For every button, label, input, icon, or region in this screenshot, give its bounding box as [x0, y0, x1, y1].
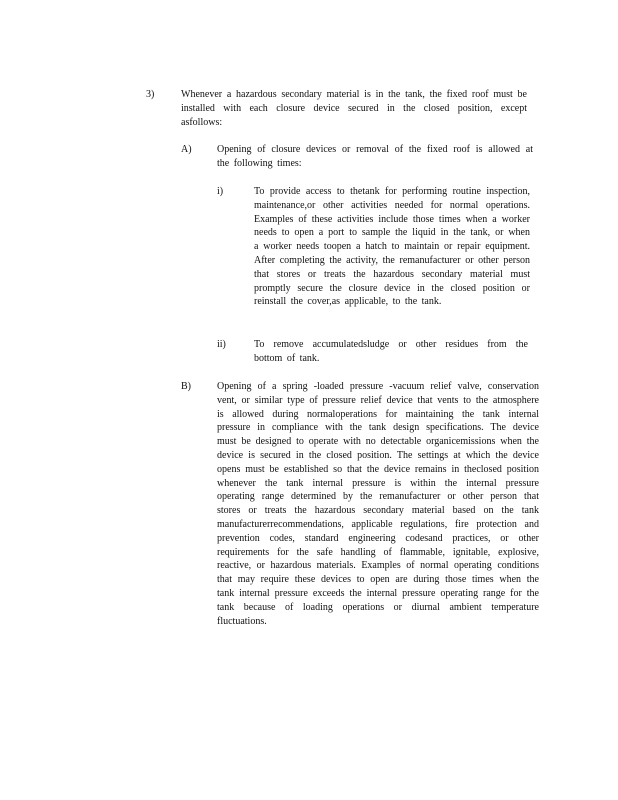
paragraph-text: Whenever a hazardous secondary material is in the tank, the fixed roof must be installed with each closure device secured in the closed position, except asfollows: — [181, 89, 527, 128]
clause-label: i) — [217, 186, 224, 197]
subparagraph-label: B) — [181, 381, 191, 392]
subparagraph-text: Opening of a spring -loaded pressure -vacuum relief valve, conservation vent, or similar type of pressure relief device that vents to the atmosphere is allowed during normaloperations for maintaining the tank internal pressure in compliance with the tank design specifications. The device must be designed to operate with no detectable organicemissions when the device is secured in the closed position. The settings at which the device opens must be established so that the device remains in theclosed position whenever the tank internal pressure is within the internal pressure operating range determined by the remanufacturer or other person that stores or treats the hazardous secondary material based on the tank manufacturerrecommendations, applicable regulations, fire protection and prevention codes, standard engineering codesand practices, or other requirements for the safe handling of flammable, ignitable, explosive, reactive, or hazardous materials. Examples of normal operating conditions that may require these devices to open are during those times when the tank internal pressure exceeds the internal pressure operating range for the tank because of loading operations or diurnal ambient temperature fluctuations. — [217, 381, 539, 627]
subparagraph-label: A) — [181, 144, 192, 155]
clause-text: To provide access to thetank for performing routine inspection, maintenance,or other activities needed for normal operations. Examples of these activities include those times when a worker needs to open a port to sample the liquid in the tank, or when a worker needs toopen a hatch to maintain or repair equipment. After completing the activity, the remanufacturer or other person that stores or treats the hazardous secondary material must promptly secure the closure device in the closed position or reinstall the cover,as applicable, to the tank. — [254, 186, 530, 308]
clause-label: ii) — [217, 339, 226, 350]
paragraph-label: 3) — [146, 89, 155, 100]
subparagraph-text: Opening of closure devices or removal of the fixed roof is allowed at the following times: — [217, 144, 533, 169]
clause-text: To remove accumulatedsludge or other residues from the bottom of tank. — [254, 339, 528, 364]
